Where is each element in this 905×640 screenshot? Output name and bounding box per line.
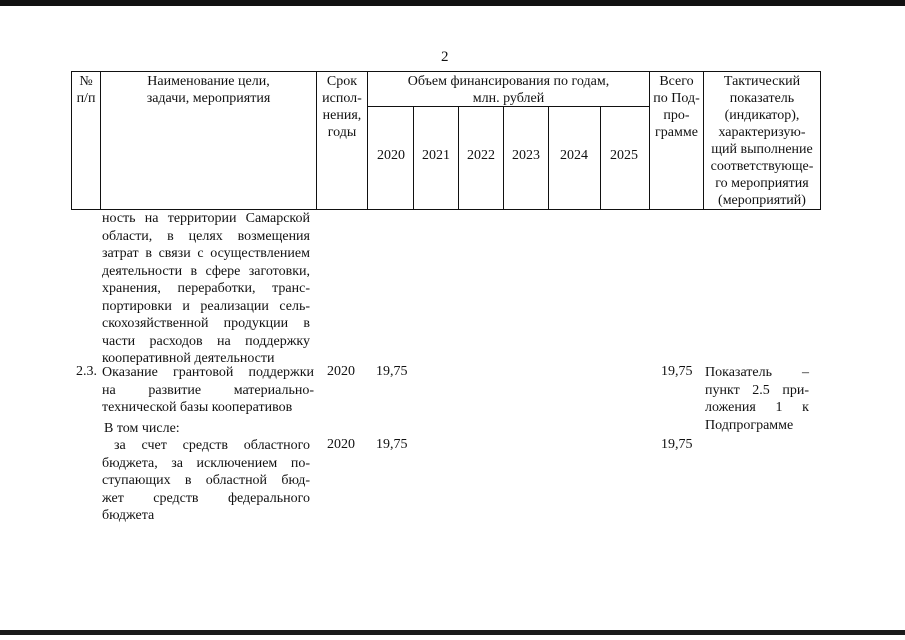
row-term: 2020	[327, 437, 355, 452]
row-name-line: бюджета, за исключением по-	[102, 455, 310, 471]
header-col-finance: Объем финансирования по годам, млн. рублей	[407, 74, 610, 106]
row-name-line: технической базы кооперативов	[102, 400, 293, 415]
text-line: портировки и реализации сель-	[102, 298, 310, 314]
bottom-border	[0, 630, 905, 635]
continuation-text	[102, 210, 310, 368]
text-line: затрат в связи с осуществлением	[102, 246, 310, 261]
row-name-line: бюджета	[102, 508, 155, 523]
row-value-2020: 19,75	[376, 364, 408, 379]
header-year: 2025	[610, 148, 638, 163]
row-name-line: Оказание грантовой поддержки	[102, 365, 314, 380]
top-border	[0, 0, 905, 6]
row-name-line: ступающих в областной бюд-	[102, 473, 310, 488]
indicator-line: ложения 1 к	[705, 400, 809, 415]
header-col-total: Всего по Под- про- грамме	[653, 74, 700, 140]
indicator-line: Подпрограмме	[705, 417, 794, 433]
text-line: деятельности в сфере заготовки,	[102, 263, 310, 279]
header-year: 2021	[422, 148, 450, 163]
header-year: 2020	[377, 148, 405, 163]
header-col-number: № п/п	[76, 74, 96, 106]
including-label: В том числе:	[104, 421, 180, 436]
indicator-line: Показатель –	[705, 365, 809, 380]
text-line: части расходов на поддержку	[102, 333, 310, 349]
header-col-term: Срок испол- нения, годы	[322, 74, 362, 140]
header-col-indicator: Тактический показатель (индикатор), характеризую- щий выполнение соответствующе- го мероприятия (мероприятий)	[710, 74, 814, 208]
row-name-line: на развитие материально-	[102, 382, 314, 398]
row-value-2020: 19,75	[376, 437, 408, 452]
text-line: скохозяйственной продукции в	[102, 316, 310, 331]
indicator-line: пункт 2.5 при-	[705, 382, 809, 398]
header-year: 2023	[512, 148, 540, 163]
row-term: 2020	[327, 364, 355, 379]
row-number: 2.3.	[76, 364, 97, 379]
header-year: 2022	[467, 148, 495, 163]
row-name-line: жет средств федерального	[102, 490, 310, 506]
row-total: 19,75	[661, 437, 693, 452]
page-number: 2	[441, 49, 449, 65]
text-line: кооперативной деятельности	[102, 351, 275, 366]
text-line: ность на территории Самарской	[102, 211, 310, 226]
header-year: 2024	[560, 148, 588, 163]
header-col-name: Наименование цели, задачи, мероприятия	[146, 74, 271, 106]
text-line: области, в целях возмещения	[102, 228, 310, 244]
text-line: хранения, переработки, транс-	[102, 281, 310, 296]
row-name-line: за счет средств областного	[114, 438, 310, 453]
row-total: 19,75	[661, 364, 693, 379]
